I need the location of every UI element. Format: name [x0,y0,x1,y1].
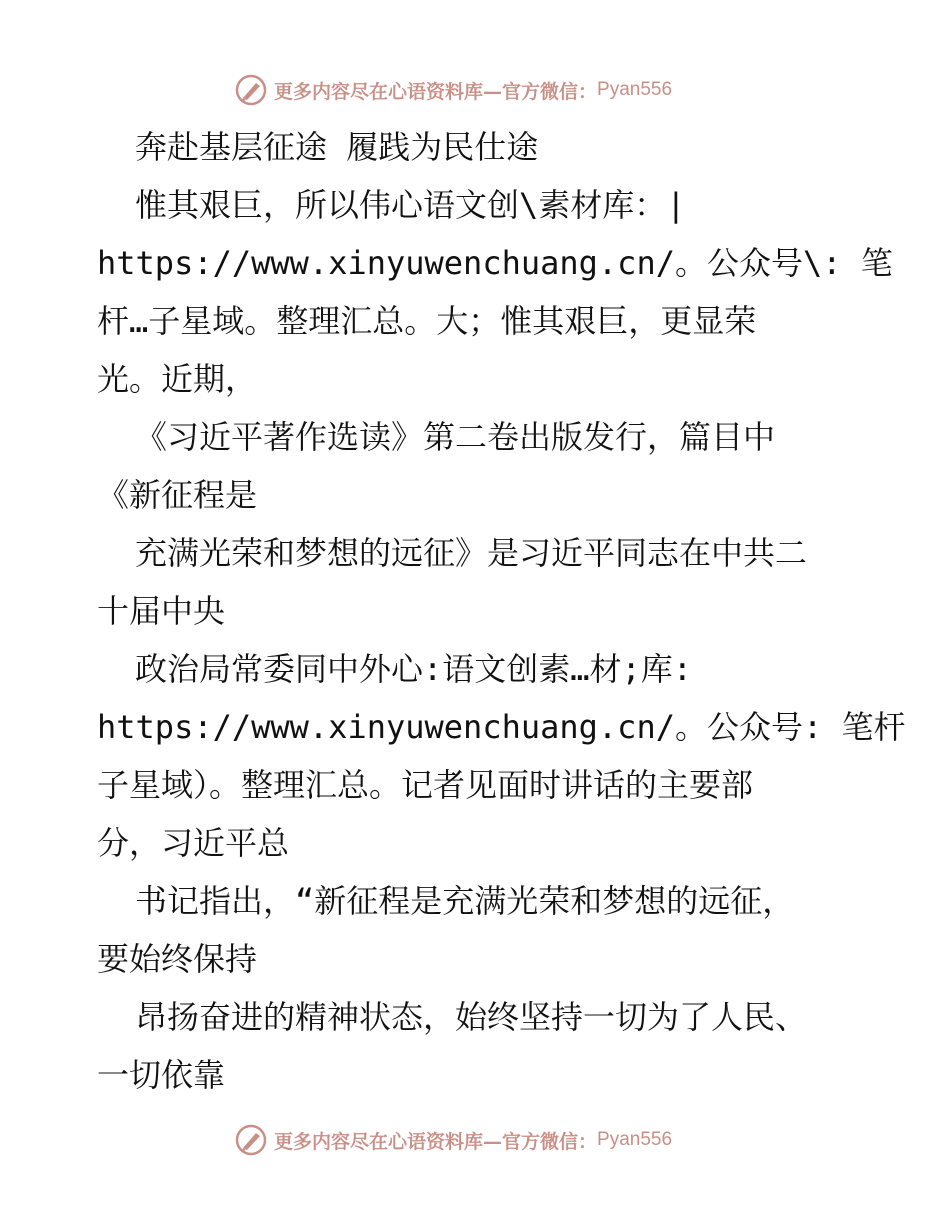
text-line: 昂扬奋进的精神状态，始终坚持一切为了人民、 [135,998,808,1036]
text-line: 分，习近平总 [97,824,290,862]
text-line: 充满光荣和梦想的远征》是习近平同志在中共二 [135,534,808,572]
text-line: 光。近期， [97,360,258,398]
text-line: https://www.xinyuwenchuang.cn/。公众号\: 笔 [97,244,893,282]
text-line: https://www.xinyuwenchuang.cn/。公众号: 笔杆 [97,708,906,746]
watermark-text: 更多内容尽在心语资料库—官方微信： [274,1130,598,1153]
watermark-footer [234,1122,672,1158]
text-line: 书记指出，“新征程是充满光荣和梦想的远征， [135,882,795,920]
text-line: 政治局常委同中外心:语文创素…材;库: [135,650,693,688]
text-line: 奔赴基层征途 履践为民仕途 [135,128,539,166]
text-line: 杆…子星域。整理汇总。大；惟其艰巨，更显荣 [97,302,757,340]
pen-logo-icon [234,1123,268,1157]
watermark-text: 更多内容尽在心语资料库—官方微信： [274,80,598,103]
text-line: 要始终保持 [97,940,258,978]
text-line: 《习近平著作选读》第二卷出版发行，篇目中 [135,418,776,456]
watermark-wechat-id: Pyan556 [597,1129,673,1150]
text-line: 子星域）。整理汇总。记者见面时讲话的主要部 [97,766,754,804]
pen-logo-icon [234,73,268,107]
watermark-wechat-id: Pyan556 [597,79,673,100]
text-line: 十届中央 [97,592,226,630]
text-line: 惟其艰巨，所以伟心语文创\素材库：| [135,186,686,224]
watermark-header [234,72,672,108]
document-body [97,118,906,1104]
text-line: 《新征程是 [97,476,258,514]
text-line: 一切依靠 [97,1056,226,1094]
